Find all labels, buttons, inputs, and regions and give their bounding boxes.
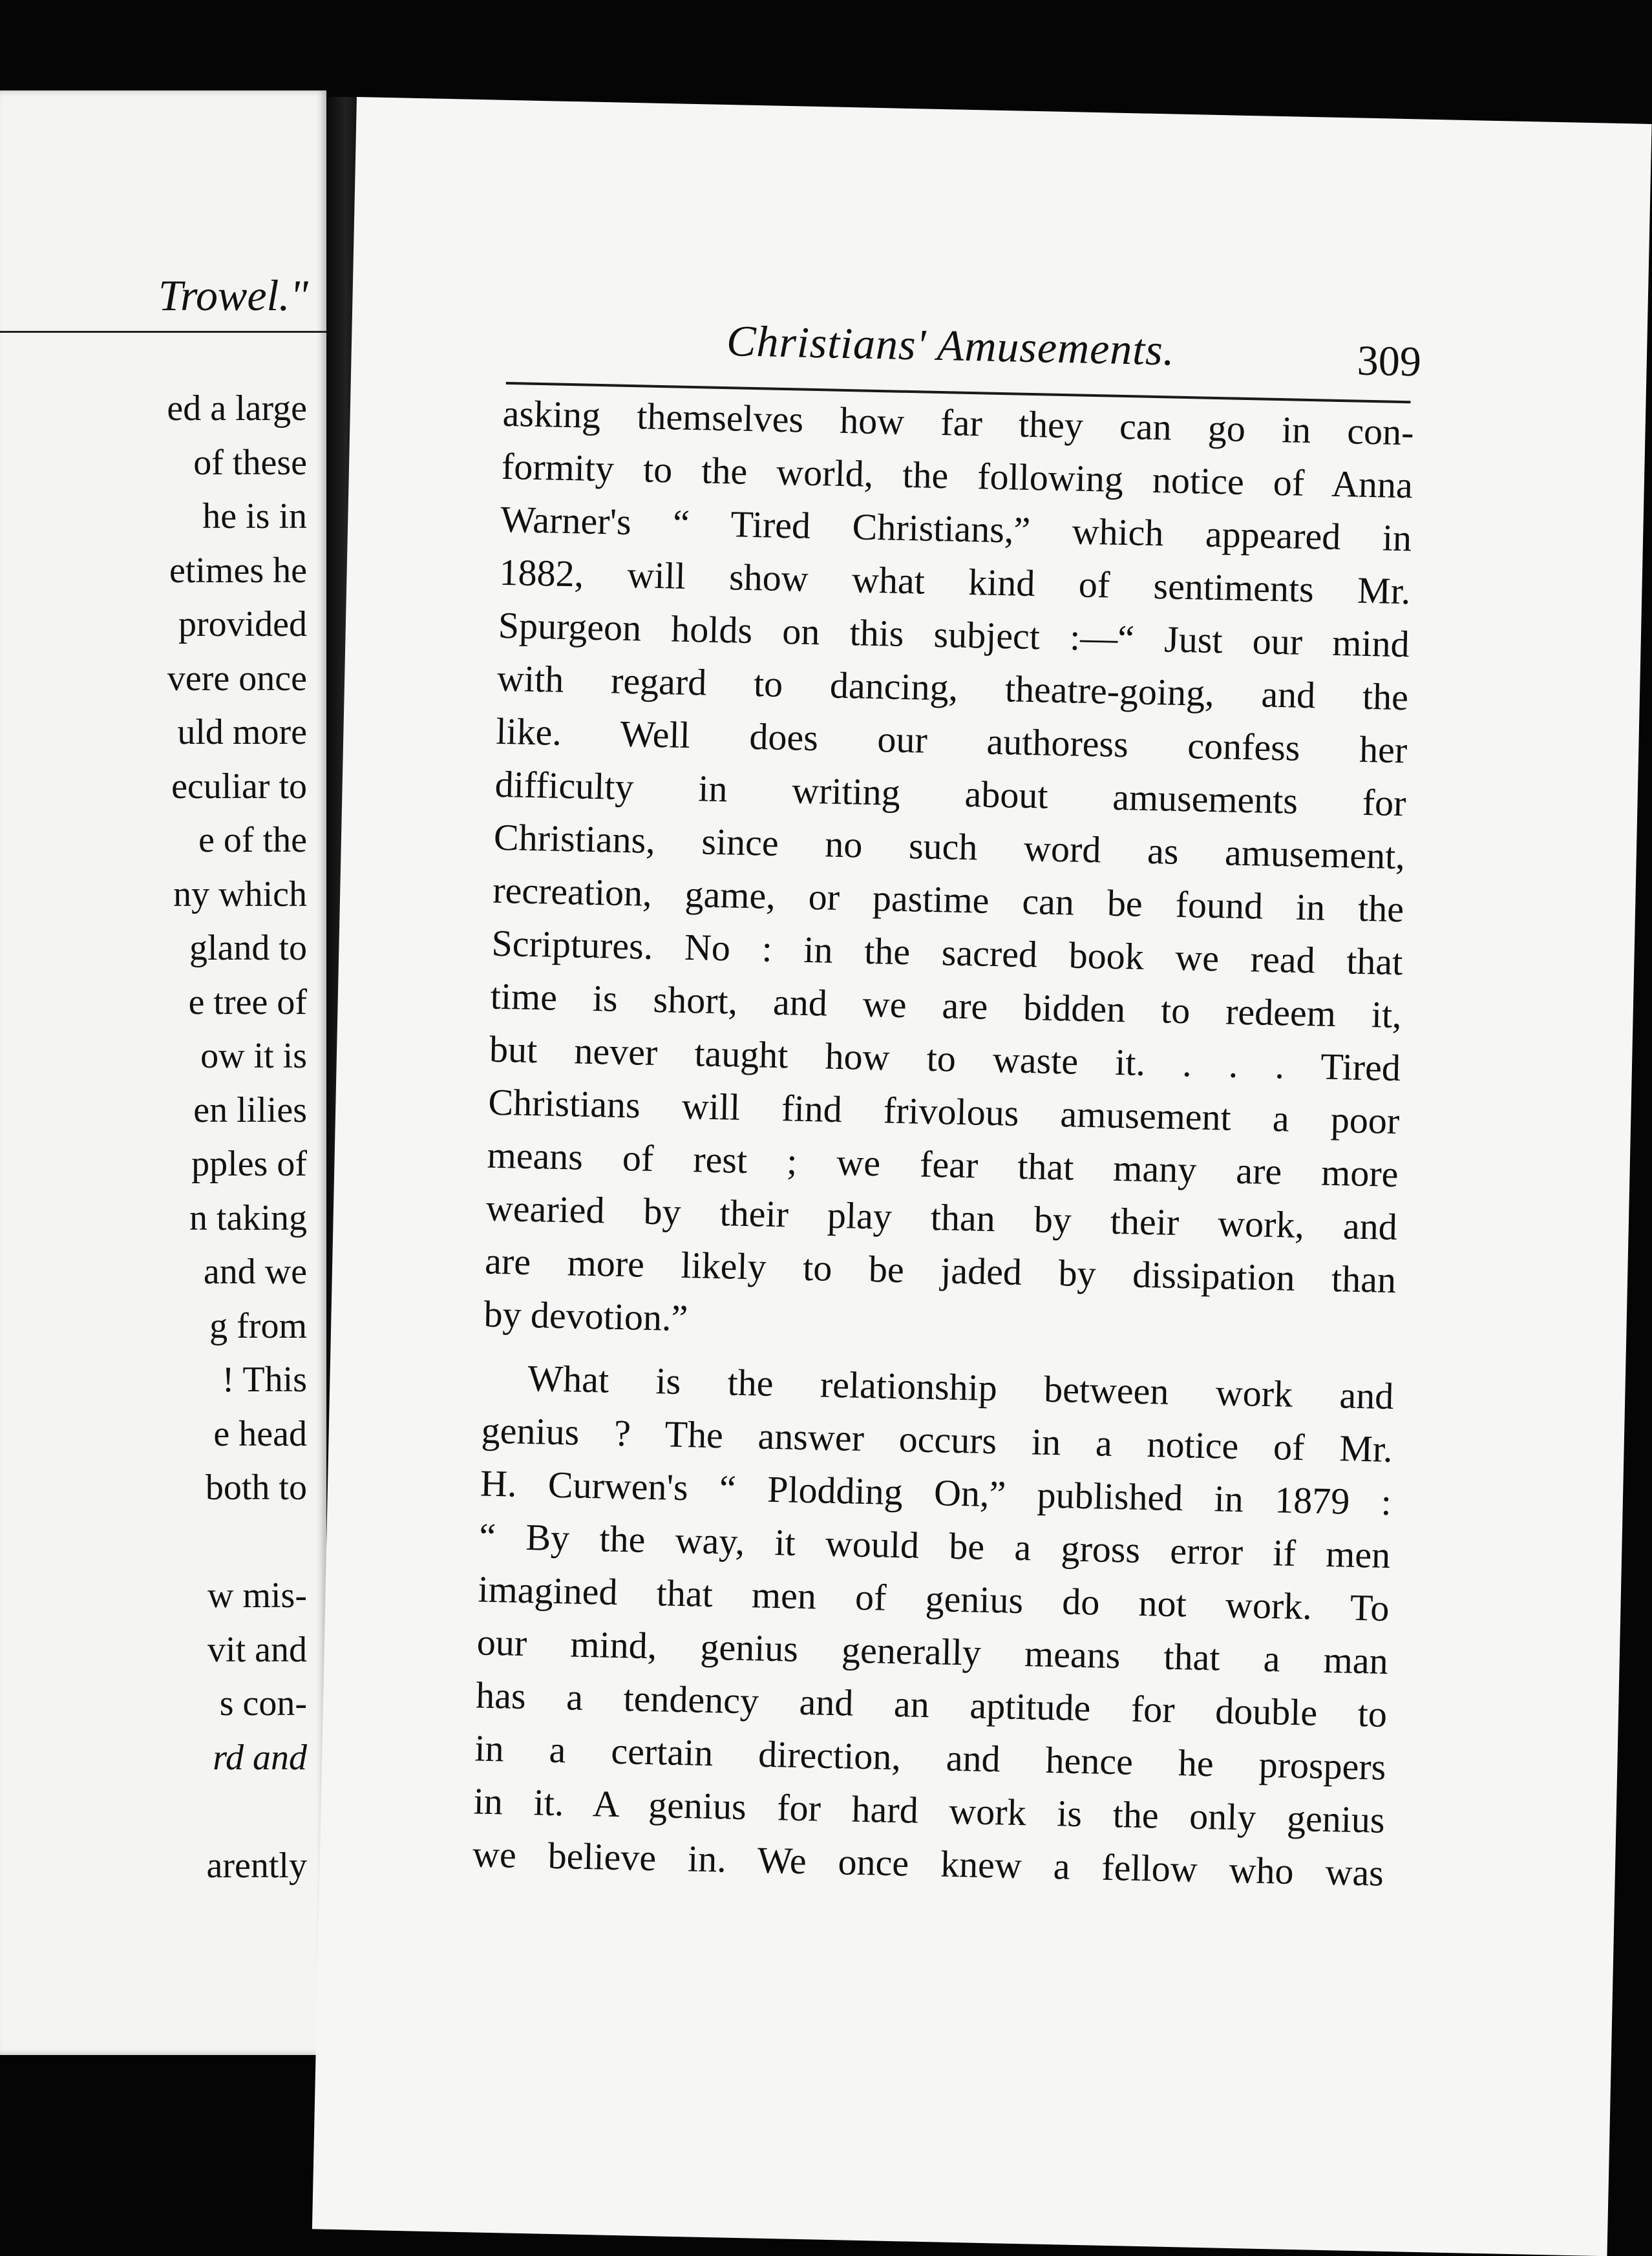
text-line: Christians, since no such word as amusement,: [493, 816, 1406, 878]
text-line: Warner's “ Tired Christians,” which appeared in: [500, 498, 1412, 560]
text-line: has a tendency and an aptitude for double to: [475, 1674, 1388, 1735]
left-text-line: en lilies: [193, 1090, 307, 1130]
text-line: like. Well does our authoress confess her: [495, 710, 1408, 772]
left-text-line: e tree of: [188, 982, 307, 1022]
text-line: imagined that men of genius do not work. To: [478, 1568, 1390, 1629]
left-text-line: g from: [209, 1305, 307, 1346]
left-text-line: of these: [193, 442, 307, 483]
left-running-head: Trowel.": [158, 271, 308, 320]
text-line: recreation, game, or pastime can be found in the: [492, 869, 1404, 931]
text-line: we believe in. We once knew a fellow who was: [472, 1833, 1384, 1894]
text-line: formity to the world, the following notice of Anna: [501, 445, 1414, 507]
left-text-line: both to: [205, 1468, 307, 1508]
text-line: wearied by their play than by their work, and: [485, 1186, 1398, 1249]
text-line: our mind, genius generally means that a man: [476, 1621, 1389, 1682]
text-line: but never taught how to waste it. . . . Tired: [489, 1028, 1401, 1090]
left-text-line: s con-: [219, 1683, 307, 1724]
text-line: Scriptures. No : in the sacred book we read that: [491, 922, 1404, 984]
right-page: [312, 97, 1652, 2256]
text-line: “ By the way, it would be a gross error if men: [478, 1515, 1391, 1576]
left-text-line: rd and: [213, 1737, 307, 1778]
text-line: by devotion.”: [483, 1292, 688, 1340]
left-text-line: uld more: [177, 712, 307, 752]
left-text-line: w mis-: [207, 1576, 307, 1616]
left-text-line: ed a large: [167, 388, 307, 428]
text-line: Christians will find frivolous amusement a poor: [487, 1081, 1400, 1143]
left-head-rule: [0, 331, 326, 333]
left-text-line: vere once: [167, 658, 307, 699]
left-text-line: pples of: [191, 1144, 307, 1184]
left-page-fragment: [0, 90, 326, 2055]
text-line: asking themselves how far they can go in con-: [502, 392, 1415, 454]
left-text-line: e head: [213, 1413, 307, 1454]
left-text-line: ny which: [173, 874, 307, 914]
text-line: means of rest ; we fear that many are more: [487, 1133, 1399, 1196]
text-line: genius ? The answer occurs in a notice of Mr.: [481, 1409, 1393, 1471]
text-line: in it. A genius for hard work is the only genius: [473, 1780, 1386, 1841]
left-text-line: and we: [203, 1252, 307, 1292]
text-line: are more likely to be jaded by dissipation than: [484, 1239, 1397, 1302]
text-line: difficulty in writing about amusements for: [494, 763, 1407, 825]
left-text-line: he is in: [202, 496, 307, 536]
left-text-line: ow it is: [200, 1036, 307, 1076]
left-text-line: e of the: [198, 820, 307, 860]
running-head: Christians' Amusements.: [726, 316, 1176, 375]
left-text-line: gland to: [189, 928, 307, 968]
text-line: H. Curwen's “ Plodding On,” published in 1879 :: [480, 1462, 1392, 1523]
left-text-line: provided: [178, 604, 307, 644]
text-line: What is the relationship between work and: [527, 1356, 1394, 1418]
left-text-line: vit and: [207, 1629, 307, 1670]
left-text-line: arently: [206, 1845, 307, 1886]
text-line: in a certain direction, and hence he prospers: [474, 1727, 1386, 1788]
left-text-line: n taking: [189, 1197, 307, 1238]
text-line: with regard to dancing, theatre-going, and the: [496, 657, 1409, 719]
text-line: 1882, will show what kind of sentiments Mr.: [498, 551, 1412, 613]
page-number: 309: [1357, 337, 1422, 386]
text-line: Spurgeon holds on this subject :—“ Just our mind: [498, 604, 1410, 666]
left-text-line: etimes he: [169, 550, 307, 591]
left-text-line: eculiar to: [171, 766, 307, 806]
left-text-line: ! This: [222, 1360, 307, 1400]
text-line: time is short, and we are bidden to redeem it,: [490, 975, 1403, 1037]
